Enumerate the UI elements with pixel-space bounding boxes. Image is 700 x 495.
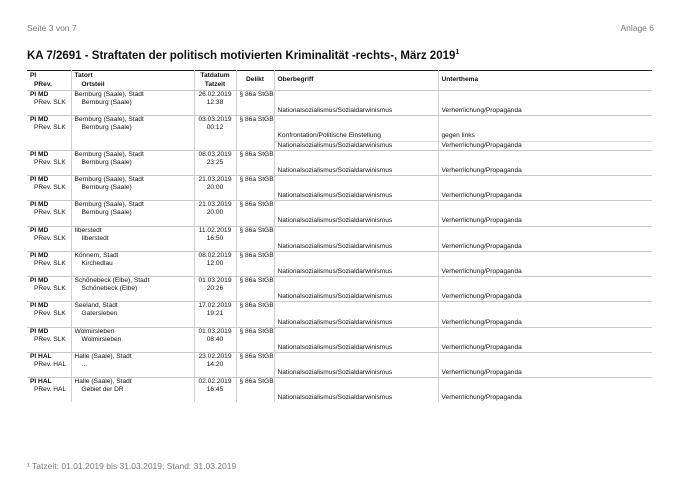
cell-empty xyxy=(274,159,438,167)
cell-empty xyxy=(274,99,438,107)
cell-pi: PI MD xyxy=(27,175,71,184)
cell-prev: PRev. SLK xyxy=(34,234,66,242)
cell-empty xyxy=(236,217,274,226)
cell-empty xyxy=(236,310,274,318)
cell-empty xyxy=(274,209,438,217)
cell-zeit: 20:00 xyxy=(194,184,236,192)
cell-empty xyxy=(236,167,274,176)
cell-zeit: 19:21 xyxy=(194,310,236,318)
cell-empty xyxy=(71,293,194,302)
cell-delikt: § 86a StGB xyxy=(236,91,274,100)
cell-oberbegriff: Nationalsozialismus/Sozialdarwinismus xyxy=(274,394,438,402)
cell-prev: PRev. HAL xyxy=(34,386,67,394)
cell-delikt: § 86a StGB xyxy=(236,116,274,125)
cell-empty xyxy=(27,167,71,176)
cell-prev: PRev. SLK xyxy=(34,335,66,343)
header-oberbegriff: Oberbegriff xyxy=(274,71,438,91)
record-subrow xyxy=(27,217,652,226)
cell-empty xyxy=(236,344,274,353)
cell-empty xyxy=(274,260,438,268)
cell-ortsteil: Gatersleben xyxy=(71,310,194,318)
cell-zeit: 16:45 xyxy=(194,386,236,394)
record-subrow xyxy=(27,310,652,318)
cell-tatort: Ilberstedt xyxy=(71,226,194,235)
record-subrow xyxy=(27,369,652,378)
cell-empty xyxy=(438,159,652,167)
document-title xyxy=(27,49,459,62)
record-subrow xyxy=(27,184,652,192)
cell-zeit: 12:38 xyxy=(194,99,236,107)
cell-empty xyxy=(438,327,652,336)
record-subrow xyxy=(27,293,652,302)
cell-empty xyxy=(274,352,438,361)
cell-unterthema: Verherrlichung/Propaganda xyxy=(438,293,652,302)
record-subrow xyxy=(27,260,652,268)
cell-empty xyxy=(274,150,438,159)
cell-empty xyxy=(194,217,236,226)
cell-prev: PRev. SLK xyxy=(34,285,66,293)
cell-pi: PI HAL xyxy=(27,378,71,387)
cell-tatort: Bernburg (Saale), Stadt xyxy=(71,91,194,100)
cell-empty xyxy=(274,302,438,311)
cell-empty xyxy=(274,184,438,192)
cell-empty xyxy=(236,268,274,277)
cell-empty xyxy=(438,235,652,243)
cell-empty xyxy=(236,184,274,192)
cell-unterthema: Verherrlichung/Propaganda xyxy=(438,107,652,116)
cell-empty xyxy=(274,235,438,243)
cell-zeit: 23:25 xyxy=(194,159,236,167)
cell-empty xyxy=(194,268,236,277)
cell-empty xyxy=(236,107,274,116)
cell-empty xyxy=(71,141,194,150)
cell-empty xyxy=(71,394,194,402)
header-delikt: Delikt xyxy=(236,71,274,91)
cell-pi: PI MD xyxy=(27,150,71,159)
cell-unterthema: Verherrlichung/Propaganda xyxy=(438,141,652,150)
cell-datum: 23.02.2019 xyxy=(194,352,236,361)
cell-tatort: Halle (Saale), Stadt xyxy=(71,378,194,387)
cell-empty xyxy=(438,352,652,361)
cell-datum: 01.03.2019 xyxy=(194,277,236,286)
cell-empty xyxy=(194,141,236,150)
cell-unterthema: Verherrlichung/Propaganda xyxy=(438,192,652,201)
record-subrow xyxy=(27,107,652,116)
cell-empty xyxy=(71,192,194,201)
cell-datum: 21.03.2019 xyxy=(194,201,236,210)
record-subrow xyxy=(27,235,652,243)
cell-datum: 02.02.2019 xyxy=(194,378,236,387)
cell-empty xyxy=(274,201,438,210)
cell-empty xyxy=(27,293,71,302)
cell-pi: PI MD xyxy=(27,91,71,100)
record-row xyxy=(27,226,652,235)
cell-empty xyxy=(274,336,438,344)
cell-delikt: § 86a StGB xyxy=(236,175,274,184)
cell-prev: PRev. SLK xyxy=(34,158,66,166)
cell-empty xyxy=(438,209,652,217)
record-subrow xyxy=(27,344,652,353)
cell-pi: PI MD xyxy=(27,116,71,125)
record-subrow xyxy=(27,99,652,107)
cell-ortsteil: Bernburg (Saale) xyxy=(71,209,194,217)
cell-delikt: § 86a StGB xyxy=(236,201,274,210)
cell-empty xyxy=(438,124,652,132)
cell-empty xyxy=(236,361,274,369)
cell-ortsteil: ... xyxy=(71,361,194,369)
cell-tatort: Bernburg (Saale), Stadt xyxy=(71,116,194,125)
cell-unterthema: Verherrlichung/Propaganda xyxy=(438,167,652,176)
cell-prev: PRev. SLK xyxy=(34,184,66,192)
cell-empty xyxy=(236,285,274,293)
cell-empty xyxy=(274,226,438,235)
cell-oberbegriff: Nationalsozialismus/Sozialdarwinismus xyxy=(274,369,438,378)
cell-ortsteil: Schönebeck (Elbe) xyxy=(71,285,194,293)
cell-empty xyxy=(274,386,438,394)
cell-delikt: § 86a StGB xyxy=(236,251,274,260)
record-subrow xyxy=(27,268,652,277)
record-row xyxy=(27,91,652,100)
cell-empty xyxy=(236,386,274,394)
record-row xyxy=(27,175,652,184)
cell-oberbegriff: Nationalsozialismus/Sozialdarwinismus xyxy=(274,167,438,176)
cell-empty xyxy=(194,132,236,141)
cell-empty xyxy=(438,184,652,192)
record-row xyxy=(27,201,652,210)
record-subrow xyxy=(27,209,652,217)
cell-oberbegriff: Nationalsozialismus/Sozialdarwinismus xyxy=(274,268,438,277)
cell-empty xyxy=(438,310,652,318)
record-row xyxy=(27,277,652,286)
cell-unterthema: gegen links xyxy=(438,132,652,141)
record-row xyxy=(27,150,652,159)
cell-datum: 21.03.2019 xyxy=(194,175,236,184)
cell-empty xyxy=(274,285,438,293)
cell-tatort: Seeland, Stadt xyxy=(71,302,194,311)
cell-empty xyxy=(194,107,236,116)
cell-empty xyxy=(236,293,274,302)
cell-empty xyxy=(236,159,274,167)
cell-oberbegriff: Nationalsozialismus/Sozialdarwinismus xyxy=(274,107,438,116)
cell-unterthema: Verherrlichung/Propaganda xyxy=(438,369,652,378)
cell-ortsteil: Kirchedlau xyxy=(71,260,194,268)
cell-empty xyxy=(236,132,274,141)
cell-empty xyxy=(194,243,236,252)
header-ortsteil: Ortsteil xyxy=(71,81,194,91)
cell-empty xyxy=(438,226,652,235)
cell-empty xyxy=(236,319,274,328)
cell-pi: PI MD xyxy=(27,226,71,235)
cell-datum: 11.02.2019 xyxy=(194,226,236,235)
cell-pi: PI MD xyxy=(27,327,71,336)
cell-tatort: Bernburg (Saale), Stadt xyxy=(71,150,194,159)
cell-empty xyxy=(194,192,236,201)
cell-empty xyxy=(438,201,652,210)
header-pi: PI xyxy=(30,71,37,79)
cell-empty xyxy=(438,150,652,159)
cell-empty xyxy=(27,344,71,353)
cell-empty xyxy=(274,327,438,336)
crime-table-container xyxy=(27,70,652,442)
header-unterthema: Unterthema xyxy=(438,71,652,91)
cell-prev: PRev. SLK xyxy=(34,209,66,217)
cell-ortsteil: Bernburg (Saale) xyxy=(71,99,194,107)
cell-empty xyxy=(438,302,652,311)
cell-empty xyxy=(274,277,438,286)
cell-pi: PI MD xyxy=(27,302,71,311)
cell-empty xyxy=(71,268,194,277)
cell-empty xyxy=(438,361,652,369)
record-subrow xyxy=(27,386,652,394)
cell-ortsteil: Wolmirsleben xyxy=(71,336,194,344)
page-info: Seite 3 von 7 xyxy=(27,23,77,33)
cell-empty xyxy=(438,386,652,394)
cell-zeit: 08:40 xyxy=(194,336,236,344)
cell-empty xyxy=(71,369,194,378)
cell-tatort: Wolmirsleben xyxy=(71,327,194,336)
cell-empty xyxy=(27,192,71,201)
cell-empty xyxy=(27,132,71,141)
crime-table xyxy=(27,70,652,402)
cell-datum: 08.03.2019 xyxy=(194,150,236,159)
cell-datum: 26.02.2019 xyxy=(194,91,236,100)
cell-empty xyxy=(27,107,71,116)
record-subrow xyxy=(27,361,652,369)
cell-prev: PRev. SLK xyxy=(34,310,66,318)
cell-tatort: Halle (Saale), Stadt xyxy=(71,352,194,361)
record-subrow xyxy=(27,192,652,201)
cell-pi: PI MD xyxy=(27,277,71,286)
cell-unterthema: Verherrlichung/Propaganda xyxy=(438,394,652,402)
cell-oberbegriff: Nationalsozialismus/Sozialdarwinismus xyxy=(274,243,438,252)
cell-ortsteil: Bernburg (Saale) xyxy=(71,159,194,167)
cell-zeit: 14:20 xyxy=(194,361,236,369)
cell-empty xyxy=(236,235,274,243)
cell-empty xyxy=(194,394,236,402)
cell-unterthema: Verherrlichung/Propaganda xyxy=(438,344,652,353)
record-subrow xyxy=(27,394,652,402)
cell-oberbegriff: Nationalsozialismus/Sozialdarwinismus xyxy=(274,192,438,201)
cell-delikt: § 86a StGB xyxy=(236,327,274,336)
cell-prev: PRev. SLK xyxy=(34,259,66,267)
record-subrow xyxy=(27,167,652,176)
cell-tatort: Bernburg (Saale), Stadt xyxy=(71,175,194,184)
title-footnote-mark: 1 xyxy=(455,49,460,56)
cell-zeit: 12:00 xyxy=(194,260,236,268)
cell-prev: PRev. SLK xyxy=(34,124,66,132)
cell-delikt: § 86a StGB xyxy=(236,226,274,235)
cell-empty xyxy=(236,99,274,107)
cell-empty xyxy=(27,141,71,150)
cell-empty xyxy=(71,167,194,176)
cell-empty xyxy=(274,124,438,132)
cell-tatort: Schönebeck (Elbe), Stadt xyxy=(71,277,194,286)
cell-datum: 03.03.2019 xyxy=(194,116,236,125)
cell-unterthema: Verherrlichung/Propaganda xyxy=(438,319,652,328)
record-subrow xyxy=(27,243,652,252)
cell-empty xyxy=(236,192,274,201)
cell-empty xyxy=(236,141,274,150)
cell-empty xyxy=(274,361,438,369)
cell-empty xyxy=(274,378,438,387)
cell-unterthema: Verherrlichung/Propaganda xyxy=(438,268,652,277)
record-row xyxy=(27,327,652,336)
record-subrow xyxy=(27,336,652,344)
cell-empty xyxy=(71,132,194,141)
cell-empty xyxy=(194,293,236,302)
cell-empty xyxy=(236,394,274,402)
cell-tatort: Bernburg (Saale), Stadt xyxy=(71,201,194,210)
cell-ortsteil: Bernburg (Saale) xyxy=(71,184,194,192)
cell-empty xyxy=(71,107,194,116)
cell-pi: PI MD xyxy=(27,251,71,260)
attachment-label: Anlage 6 xyxy=(620,23,654,33)
cell-prev: PRev. HAL xyxy=(34,361,67,368)
cell-empty xyxy=(236,369,274,378)
cell-empty xyxy=(71,217,194,226)
cell-ortsteil: Gebiet der DR xyxy=(71,386,194,394)
header-prev: PRev. xyxy=(34,81,52,89)
cell-pi: PI HAL xyxy=(27,352,71,361)
cell-empty xyxy=(194,344,236,353)
cell-empty xyxy=(274,91,438,100)
cell-empty xyxy=(194,167,236,176)
record-subrow xyxy=(27,141,652,150)
cell-delikt: § 86a StGB xyxy=(236,277,274,286)
record-subrow xyxy=(27,132,652,141)
table-header xyxy=(27,71,652,91)
cell-empty xyxy=(274,116,438,125)
cell-datum: 17.02.2019 xyxy=(194,302,236,311)
cell-empty xyxy=(438,116,652,125)
cell-delikt: § 86a StGB xyxy=(236,150,274,159)
cell-empty xyxy=(27,394,71,402)
cell-unterthema: Verherrlichung/Propaganda xyxy=(438,217,652,226)
cell-zeit: 20:00 xyxy=(194,209,236,217)
cell-empty xyxy=(438,99,652,107)
cell-oberbegriff: Nationalsozialismus/Sozialdarwinismus xyxy=(274,319,438,328)
record-subrow xyxy=(27,124,652,132)
cell-empty xyxy=(438,336,652,344)
cell-oberbegriff: Nationalsozialismus/Sozialdarwinismus xyxy=(274,344,438,353)
cell-empty xyxy=(27,268,71,277)
header-tatdatum: Tatdatum xyxy=(194,71,236,81)
cell-empty xyxy=(438,260,652,268)
document-title-text: KA 7/2691 - Straftaten der politisch motivierten Kriminalität -rechts-, März 2019 xyxy=(27,49,456,62)
cell-ortsteil: Ilberstedt xyxy=(71,235,194,243)
cell-empty xyxy=(438,91,652,100)
cell-empty xyxy=(236,209,274,217)
cell-empty xyxy=(27,217,71,226)
cell-oberbegriff: Nationalsozialismus/Sozialdarwinismus xyxy=(274,293,438,302)
cell-empty xyxy=(27,319,71,328)
cell-empty xyxy=(438,251,652,260)
cell-zeit: 16:50 xyxy=(194,235,236,243)
cell-zeit: 20:26 xyxy=(194,285,236,293)
cell-empty xyxy=(438,378,652,387)
cell-empty xyxy=(274,310,438,318)
cell-prev: PRev. SLK xyxy=(34,99,66,107)
cell-empty xyxy=(71,344,194,353)
record-row xyxy=(27,251,652,260)
cell-empty xyxy=(438,285,652,293)
cell-empty xyxy=(27,243,71,252)
cell-empty xyxy=(236,124,274,132)
cell-empty xyxy=(236,260,274,268)
footnote: ¹ Tatzeit: 01.01.2019 bis 31.03.2019; Stand: 31.03.2019 xyxy=(27,461,237,471)
cell-empty xyxy=(194,319,236,328)
header-tatort: Tatort xyxy=(71,71,194,81)
cell-oberbegriff: Nationalsozialismus/Sozialdarwinismus xyxy=(274,141,438,150)
cell-pi: PI MD xyxy=(27,201,71,210)
record-subrow xyxy=(27,319,652,328)
cell-unterthema: Verherrlichung/Propaganda xyxy=(438,243,652,252)
header-tatzeit: Tatzeit xyxy=(194,81,236,91)
cell-empty xyxy=(71,319,194,328)
cell-ortsteil: Bernburg (Saale) xyxy=(71,124,194,132)
cell-delikt: § 86a StGB xyxy=(236,378,274,387)
cell-empty xyxy=(438,277,652,286)
cell-oberbegriff: Konfrontation/Politische Einstellung xyxy=(274,132,438,141)
cell-empty xyxy=(236,336,274,344)
record-row xyxy=(27,116,652,125)
cell-oberbegriff: Nationalsozialismus/Sozialdarwinismus xyxy=(274,217,438,226)
cell-zeit: 00:12 xyxy=(194,124,236,132)
cell-empty xyxy=(438,175,652,184)
cell-empty xyxy=(71,243,194,252)
cell-empty xyxy=(274,251,438,260)
table-body xyxy=(27,91,652,403)
record-row xyxy=(27,352,652,361)
cell-delikt: § 86a StGB xyxy=(236,302,274,311)
cell-empty xyxy=(274,175,438,184)
cell-datum: 08.02.2019 xyxy=(194,251,236,260)
cell-tatort: Könnern, Stadt xyxy=(71,251,194,260)
record-row xyxy=(27,378,652,387)
record-subrow xyxy=(27,285,652,293)
cell-empty xyxy=(236,243,274,252)
cell-datum: 01.03.2019 xyxy=(194,327,236,336)
record-subrow xyxy=(27,159,652,167)
cell-delikt: § 86a StGB xyxy=(236,352,274,361)
cell-empty xyxy=(27,369,71,378)
record-row xyxy=(27,302,652,311)
cell-empty xyxy=(194,369,236,378)
